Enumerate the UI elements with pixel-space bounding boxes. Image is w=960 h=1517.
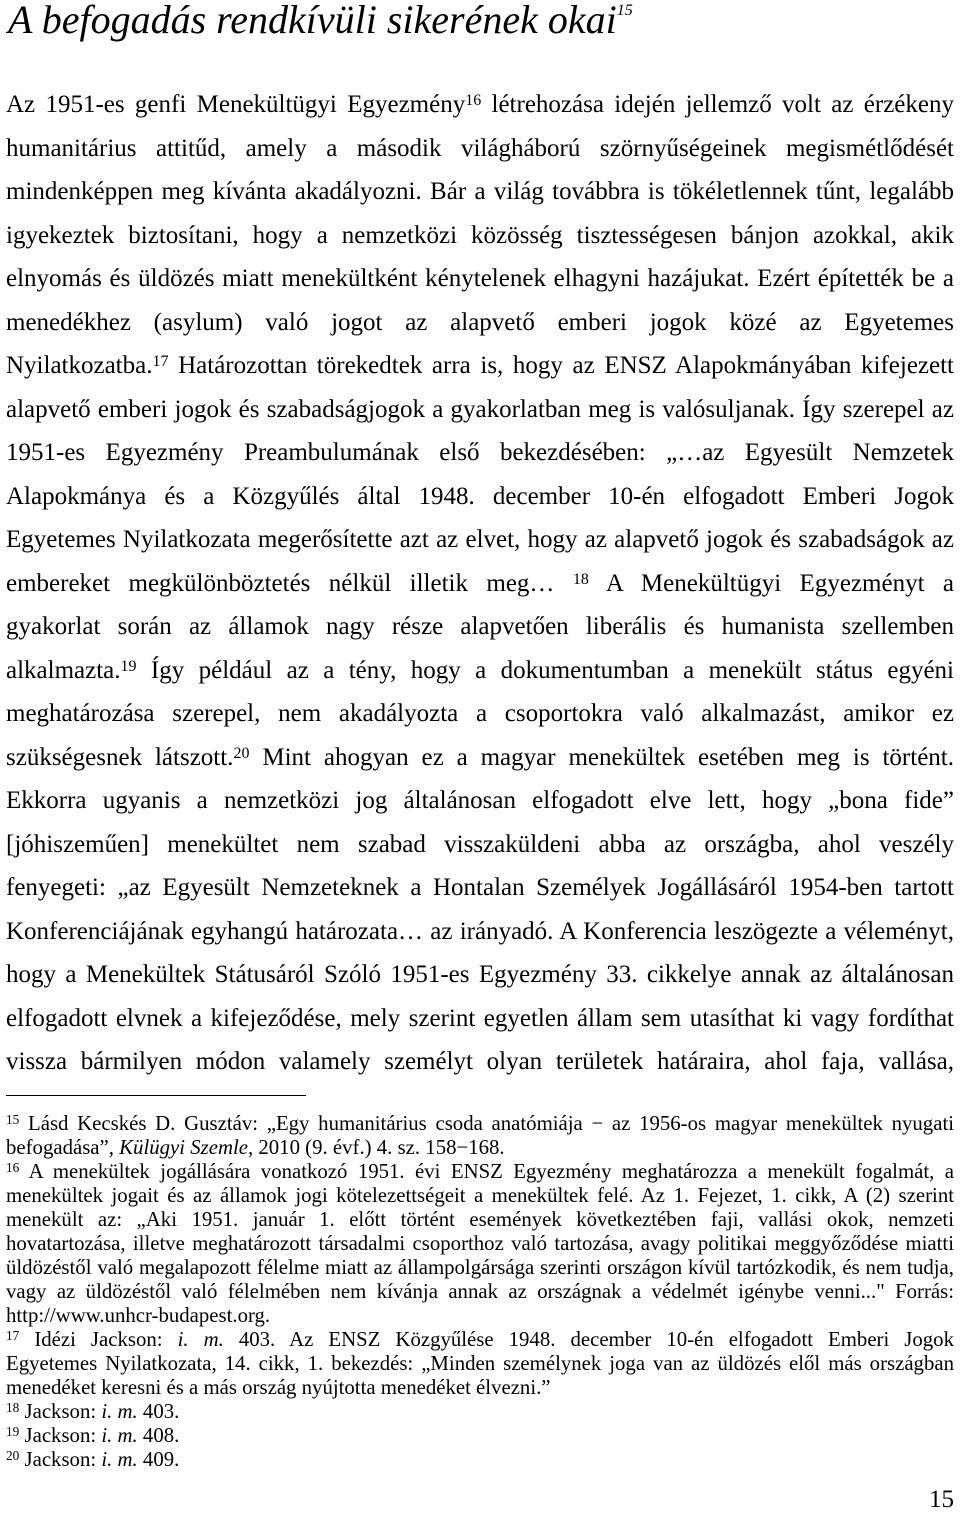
text-run: Egyetemes Nyilatkozata megerősítette azt az elvet, hogy az alapvető jogok és szabadságok az	[6, 526, 954, 553]
text-run: alapvető emberi jogok és szabadságjogok a gyakorlatban meg is valósuljanak. Így szerepel az	[6, 395, 954, 423]
body-line	[6, 953, 954, 997]
footnote-line	[6, 1400, 954, 1424]
line-text	[6, 787, 954, 814]
text-run: alkalmazta.	[6, 656, 121, 684]
footnote-ref: 20	[233, 744, 250, 762]
line-text	[6, 1184, 954, 1207]
body-line	[6, 214, 954, 258]
line-text	[6, 570, 954, 597]
text-run: Mint ahogyan ez a magyar menekültek esetében meg is történt.	[249, 743, 954, 771]
page-number: 15	[929, 1486, 954, 1513]
text-run: Jackson:	[19, 1424, 102, 1447]
body-line	[6, 823, 954, 867]
line-text	[6, 1048, 954, 1075]
body-line	[6, 562, 954, 606]
body-line	[6, 257, 954, 301]
footnote-line	[6, 1184, 954, 1208]
footnote-number: 16	[6, 1160, 20, 1176]
text-run: Lásd Kecskés D. Gusztáv: „Egy humanitárius csoda anatómiája − az 1956-os magyar menekültek nyugati	[19, 1112, 954, 1135]
body-line	[6, 997, 954, 1041]
footnote-number: 17	[6, 1328, 20, 1344]
text-run: 408.	[137, 1424, 180, 1447]
footnote-line	[6, 1424, 954, 1448]
text-run: 403. Az ENSZ Közgyűlése 1948. december 10-én elfogadott Emberi Jogok	[223, 1328, 954, 1351]
footnote-ref: 15	[616, 2, 633, 19]
body-line	[6, 692, 954, 736]
text-run: igyekeztek biztosítani, hogy a nemzetközi közösség tisztességesen bánjon azokkal, akik	[6, 221, 954, 249]
line-text	[6, 265, 954, 292]
line-text	[6, 309, 954, 336]
text-run: meghatározása szerepel, nem akadályozta a csoportokra való alkalmazást, amikor ez	[6, 700, 954, 727]
footnote-ref: 19	[120, 657, 137, 675]
footnote-line	[6, 1448, 954, 1472]
italic-text: i. m.	[101, 1448, 138, 1471]
line-text	[6, 178, 954, 205]
footnote-item	[6, 1400, 954, 1424]
text-run: embereket megkülönböztetés nélkül illetik meg…	[6, 569, 573, 597]
body-line	[6, 127, 954, 171]
body-line	[6, 388, 954, 432]
text-run: Határozottan törekedtek arra is, hogy az ENSZ Alapokmányában kifejezett	[168, 352, 954, 379]
line-text	[6, 1112, 954, 1135]
footnote-line	[6, 1328, 954, 1352]
text-run: menedékhez (asylum) való jogot az alapvető emberi jogok közé az Egyetemes	[6, 308, 954, 336]
footnote-line	[6, 1352, 954, 1376]
footnote-number: 19	[6, 1424, 20, 1440]
footnote-line	[6, 1208, 954, 1232]
text-run: szükségesnek látszott.	[6, 743, 234, 771]
line-text	[6, 1280, 954, 1303]
text-run: Idézi Jackson:	[19, 1328, 178, 1351]
body-line	[6, 431, 954, 475]
text-run: hovatartozása, illetve meghatározott társadalmi csoporthoz való tartozása, avagy politikai meggyőződése miatti	[6, 1232, 954, 1255]
text-run: , 2010 (9. évf.) 4. sz. 158−168.	[247, 1136, 505, 1159]
text-run: elfogadott elvnek a kifejeződése, mely szerint egyetlen állam sem utasíthat ki vagy fordíthat	[6, 1004, 954, 1032]
body-paragraph	[6, 83, 954, 1084]
body-line	[6, 605, 954, 649]
line-text	[6, 135, 954, 162]
line-text	[6, 1136, 505, 1159]
text-run: humanitárius attitűd, amely a második világháború szörnyűségeinek megismétlődését	[6, 134, 954, 162]
line-text	[6, 1005, 954, 1032]
line-text	[6, 1160, 954, 1183]
text-run: Alapokmánya és a Közgyűlés által 1948. december 10-én elfogadott Emberi Jogok	[6, 482, 954, 510]
body-line	[6, 779, 954, 823]
text-run: A menekültek jogállására vonatkozó 1951. évi ENSZ Egyezmény meghatározza a menekült fogalmát, a	[19, 1160, 954, 1183]
body-line	[6, 83, 954, 127]
footnote-number: 20	[6, 1448, 20, 1464]
body-line	[6, 518, 954, 562]
footnote-number: 18	[6, 1400, 20, 1416]
footnote-item	[6, 1112, 954, 1160]
footnote-line	[6, 1112, 954, 1136]
footnote-line	[6, 1232, 954, 1256]
footnote-item	[6, 1424, 954, 1448]
italic-text: i. m.	[177, 1328, 224, 1351]
body-line	[6, 475, 954, 519]
body-line	[6, 344, 954, 388]
italic-text: Külügyi Szemle	[119, 1136, 248, 1159]
line-text	[6, 1328, 954, 1351]
text-run: vagy az üldözéstől való félelmében nem kívánja annak az országnak a védelmét igénybe venni..." Forrás:	[6, 1280, 954, 1303]
section-heading	[8, 0, 633, 40]
footnote-ref: 17	[152, 352, 169, 370]
text-run: menekültek jogait és az államok jogi kötelezettségeit a menekültek felé. Az 1. Fejezet, 1. cikk, A (2) szerint	[6, 1184, 954, 1207]
text-run: vissza bármilyen módon valamely személyt olyan területek határaira, ahol faja, vallása,	[6, 1048, 954, 1075]
text-run: hogy a Menekültek Státusáról Szóló 1951-es Egyezmény 33. cikkelye annak az általánosan	[6, 961, 954, 988]
body-line	[6, 301, 954, 345]
line-text	[6, 1304, 270, 1327]
line-text	[6, 613, 954, 640]
heading-text: A befogadás rendkívüli sikerének okai	[8, 0, 617, 42]
text-run: Ekkorra ugyanis a nemzetközi jog általánosan elfogadott elve lett, hogy „bona fide”	[6, 787, 954, 814]
text-run: Egyetemes Nyilatkozata, 14. cikk, 1. bekezdés: „Minden személynek joga van az üldözés elől más országban	[6, 1352, 954, 1375]
footnote-item	[6, 1160, 954, 1328]
line-text	[6, 1400, 179, 1423]
line-text	[6, 483, 954, 510]
line-text	[6, 1208, 954, 1231]
text-run: gyakorlat során az államok nagy része alapvetően liberális és humanista szellemben	[6, 613, 954, 640]
line-text	[6, 657, 954, 684]
footnote-item	[6, 1448, 954, 1472]
line-text	[6, 744, 954, 771]
footnote-line	[6, 1160, 954, 1184]
text-run: elnyomás és üldözés miatt menekültként kénytelenek elhagyni hazájukat. Ezért építették be a	[6, 265, 954, 292]
line-text	[6, 352, 954, 379]
italic-text: i. m.	[101, 1400, 138, 1423]
text-run: Jackson:	[19, 1400, 102, 1423]
text-run: 1951-es Egyezmény Preambulumának első bekezdésében: „…az Egyesült Nemzetek	[6, 439, 954, 466]
body-line	[6, 910, 954, 954]
line-text	[6, 1232, 954, 1255]
line-text	[6, 831, 954, 858]
line-text	[6, 918, 954, 945]
line-text	[6, 222, 954, 249]
text-run: Nyilatkozatba.	[6, 352, 153, 379]
line-text	[6, 1352, 954, 1375]
line-text	[6, 91, 954, 118]
footnotes	[6, 1112, 954, 1472]
text-run: menekült az: „Aki 1951. január 1. előtt történt események következtében faji, vallási okok, nemzeti	[6, 1208, 954, 1231]
line-text	[6, 1376, 551, 1399]
line-text	[6, 396, 954, 423]
footnote-line	[6, 1376, 954, 1400]
text-run: Az 1951-es genfi Menekültügyi Egyezmény	[6, 91, 466, 118]
text-run: üldözéstől való megalapozott félelme miatt az állampolgársága szerinti országon kívül tartózkodik, és nem tudja,	[6, 1256, 954, 1279]
footnote-item	[6, 1328, 954, 1400]
text-run: létrehozása idején jellemző volt az érzékeny	[481, 91, 954, 118]
line-text	[6, 961, 954, 988]
text-run: Így például az a tény, hogy a dokumentumban a menekült státus egyéni	[136, 656, 954, 684]
text-run: Jackson:	[19, 1448, 102, 1471]
text-run: http://www.unhcr-budapest.org.	[6, 1304, 271, 1327]
text-run: menedéket keresni és a más ország nyújtotta menedéket élvezni.”	[6, 1376, 551, 1399]
footnote-ref: 18	[572, 570, 589, 588]
italic-text: i. m.	[101, 1424, 138, 1447]
body-line	[6, 649, 954, 693]
text-run: befogadása”,	[6, 1136, 120, 1159]
text-run: 409.	[137, 1448, 180, 1471]
text-run: Konferenciájának egyhangú határozata… az irányadó. A Konferencia leszögezte a véleményt,	[6, 917, 954, 945]
footnote-line	[6, 1280, 954, 1304]
text-run: A Menekültügyi Egyezményt a	[588, 569, 954, 597]
line-text	[6, 439, 954, 466]
footnote-ref: 16	[465, 91, 482, 109]
line-text	[6, 700, 954, 727]
footnote-line	[6, 1304, 954, 1328]
body-line	[6, 736, 954, 780]
text-run: 403.	[137, 1400, 180, 1423]
line-text	[6, 1424, 179, 1447]
footnote-number: 15	[6, 1112, 20, 1128]
text-run: fenyegeti: „az Egyesült Nemzeteknek a Hontalan Személyek Jogállásáról 1954-ben tartott	[6, 874, 954, 901]
body-line	[6, 1040, 954, 1084]
footnote-line	[6, 1256, 954, 1280]
line-text	[6, 526, 954, 553]
line-text	[6, 1256, 954, 1279]
line-text	[6, 874, 954, 901]
text-run: mindenképpen meg kívánta akadályozni. Bár a világ továbbra is tökéletlennek tűnt, legalább	[6, 178, 954, 205]
footnote-separator	[6, 1095, 306, 1096]
body-line	[6, 170, 954, 214]
footnote-line	[6, 1136, 954, 1160]
text-run: [jóhiszeműen] menekültet nem szabad visszaküldeni abba az országba, ahol veszély	[6, 830, 954, 858]
line-text	[6, 1448, 179, 1471]
body-line	[6, 866, 954, 910]
